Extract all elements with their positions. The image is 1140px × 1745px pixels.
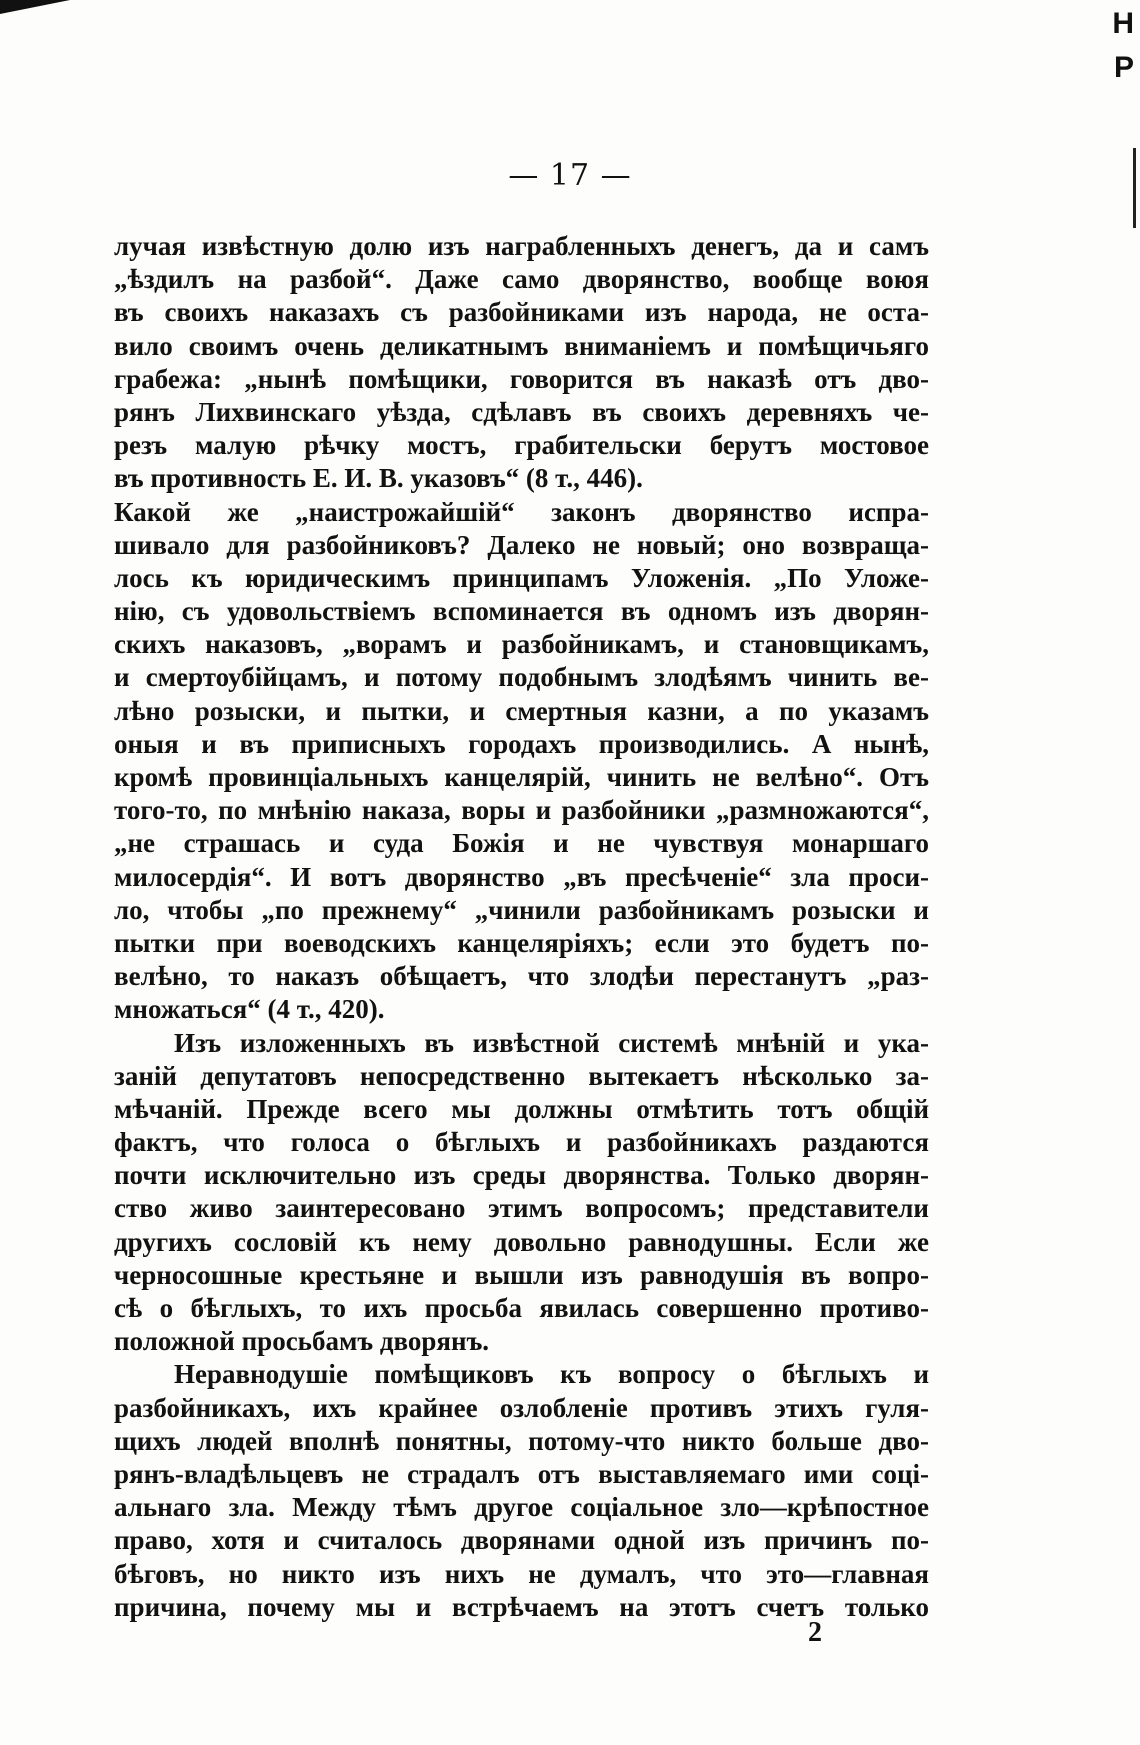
body-text <box>114 230 929 1624</box>
text-line: въ противность Е. И. В. указовъ“ (8 т., 446). <box>114 463 643 494</box>
text-line: скихъ наказовъ, „ворамъ и разбойникамъ, и становщикамъ, <box>114 629 929 660</box>
text-line: фактъ, что голоса о бѣглыхъ и разбойникахъ раздаются <box>114 1127 929 1158</box>
text-line: ство живо заинтересовано этимъ вопросомъ; представители <box>114 1193 929 1224</box>
text-line: велѣно, то наказъ обѣщаетъ, что злодѣи перестанутъ „раз- <box>114 961 929 992</box>
scan-corner-mark <box>0 0 70 14</box>
text-line: нію, съ удовольствіемъ вспоминается въ одномъ изъ дворян- <box>114 596 929 627</box>
text-line: грабежа: „нынѣ помѣщики, говорится въ наказѣ отъ дво- <box>114 363 929 394</box>
text-line: лось къ юридическимъ принципамъ Уложенія. „По Уложе- <box>114 562 929 593</box>
text-line: шивало для разбойниковъ? Далеко не новый; оно возвраща- <box>114 529 929 560</box>
text-line: черносошные крестьяне и вышли изъ равнодушія въ вопро- <box>114 1259 929 1290</box>
text-line: положной просьбамъ дворянъ. <box>114 1326 490 1357</box>
text-line: вило своимъ очень деликатнымъ вниманіемъ и помѣщичьяго <box>114 330 929 361</box>
text-line: альнаго зла. Между тѣмъ другое соціальное зло—крѣпостное <box>114 1492 929 1523</box>
text-line: рянъ Лихвинскаго уѣзда, сдѣлавъ въ своихъ деревняхъ че- <box>114 396 929 427</box>
text-line: того-то, по мнѣнію наказа, воры и разбойники „размножаются“, <box>114 795 929 826</box>
text-line: „ѣздилъ на разбой“. Даже само дворянство, вообще воюя <box>114 264 929 295</box>
text-line: ло, чтобы „по прежнему“ „чинили разбойникамъ розыски и <box>114 894 929 925</box>
text-line: Какой же „наистрожайшій“ законъ дворянство испра- <box>114 496 929 527</box>
text-line: лѣно розыски, и пытки, и смертныя казни, а по указамъ <box>114 695 929 726</box>
text-line: кромѣ провинціальныхъ канцелярій, чинить не велѣно“. Отъ <box>114 762 929 792</box>
text-line: другихъ сословій къ нему довольно равнодушны. Если же <box>114 1226 929 1257</box>
text-line: Изъ изложенныхъ въ извѣстной системѣ мнѣній и ука- <box>174 1027 929 1058</box>
text-line: резъ малую рѣчку мостъ, грабительски берутъ мостовое <box>114 430 929 461</box>
text-line: бѣговъ, но никто изъ нихъ не думалъ, что это—главная <box>114 1558 929 1589</box>
signature-mark: 2 <box>808 1617 822 1648</box>
text-line: право, хотя и считалось дворянами одной изъ причинъ по- <box>114 1525 929 1556</box>
text-line: сѣ о бѣглыхъ, то ихъ просьба явилась совершенно противо- <box>114 1293 929 1323</box>
text-line: и смертоубійцамъ, и потому подобнымъ злодѣямъ чинить ве- <box>114 662 929 693</box>
text-line: мѣчаній. Прежде всего мы должны отмѣтить тотъ общій <box>114 1093 929 1124</box>
text-line: пытки при воеводскихъ канцеляріяхъ; если это будетъ по- <box>114 927 929 958</box>
page-number: — 17 — <box>508 158 632 193</box>
text-line: щихъ людей вполнѣ понятны, потому-что никто больше дво- <box>114 1425 929 1456</box>
text-line: Неравнодушіе помѣщиковъ къ вопросу о бѣглыхъ и <box>174 1359 929 1390</box>
text-line: въ своихъ наказахъ съ разбойниками изъ народа, не оста- <box>114 297 929 328</box>
text-line: заній депутатовъ непосредственно вытекаетъ нѣсколько за- <box>114 1060 929 1091</box>
text-line: разбойникахъ, ихъ крайнее озлобленіе противъ этихъ гуля- <box>114 1392 929 1423</box>
edge-glyphs: Н Р <box>1112 7 1134 84</box>
text-line: почти исключительно изъ среды дворянства. Только дворян- <box>114 1160 929 1191</box>
text-line: оныя и въ приписныхъ городахъ производились. А нынѣ, <box>114 728 929 759</box>
text-line: рянъ-владѣльцевъ не страдалъ отъ выставляемаго ими соці- <box>114 1458 929 1489</box>
text-line: „не страшась и суда Божія и не чувствуя монаршаго <box>114 828 929 859</box>
text-line: причина, почему мы и встрѣчаемъ на этотъ счетъ только <box>114 1591 929 1622</box>
text-line: лучая извѣстную долю изъ награбленныхъ денегъ, да и самъ <box>114 231 929 261</box>
text-line: множаться“ (4 т., 420). <box>114 994 385 1025</box>
text-line: милосердія“. И вотъ дворянство „въ пресѣченіе“ зла проси- <box>114 861 929 892</box>
